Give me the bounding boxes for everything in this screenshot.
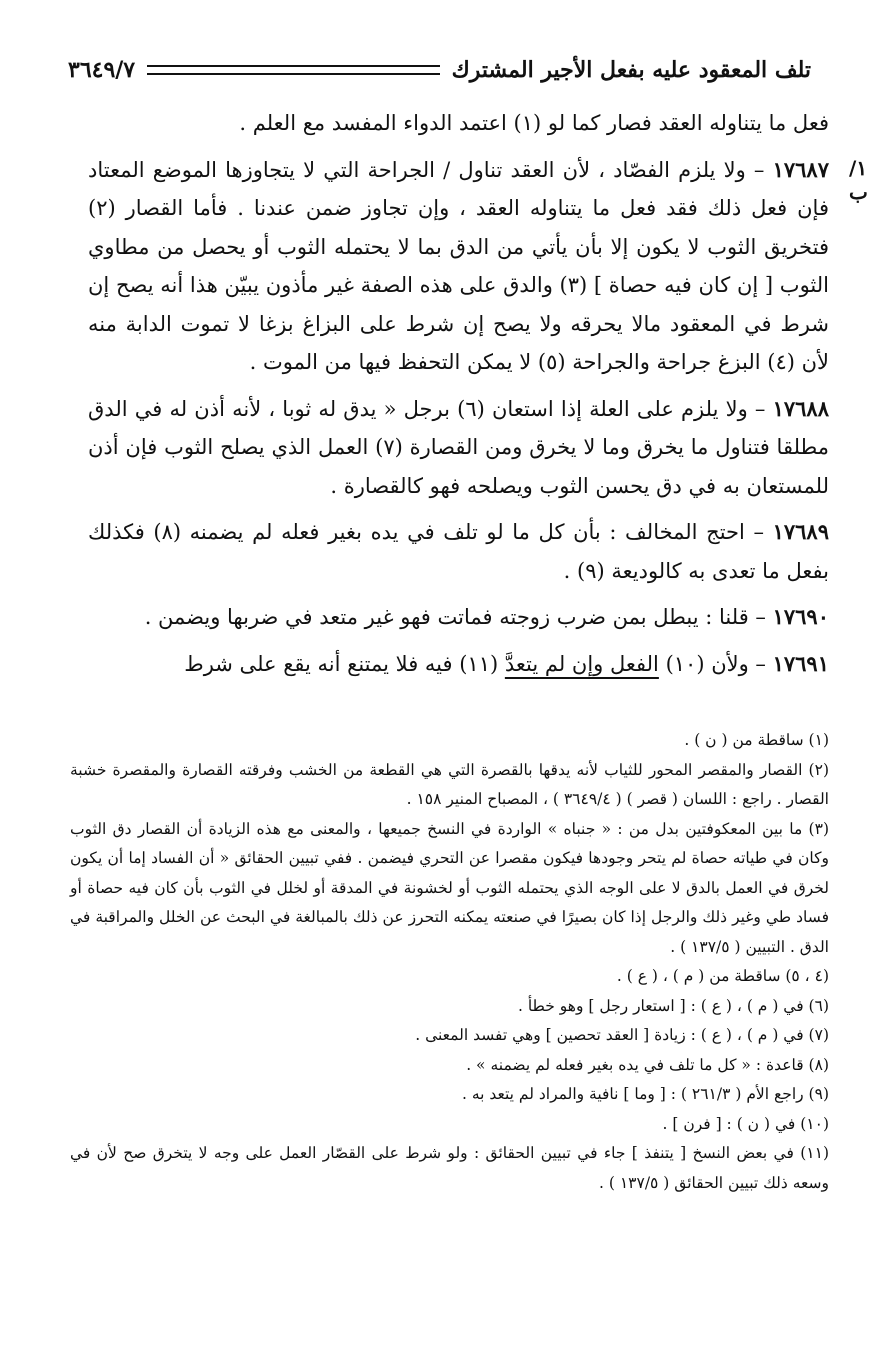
footnote-11: (١١) في بعض النسخ [ يتنفذ ] جاء في تبيين الحقائق : ولو شرط على القصّار العمل على وجه لا يتخرق صح لأن في وسعه ذلك تبيين الحقائق ( ١٣٧/٥ ) . [70, 1144, 829, 1192]
manuscript-folio-note: ١/ب [849, 156, 868, 204]
paragraph-text: – ولا يلزم الفصّاد ، لأن العقد تناول / الجراحة التي لا يتجاوزها الموضع المعتاد فإن فعل ذلك فقد فعل ما يتناوله العقد ، وإن تجاوز ضمن عندنا . فأما القصار (٢) فتخريق الثوب لا يكون إلا بأن يأتي من الدق بما لا يحتمله الثوب أو يحصل من مطاوي الثوب [ إن كان فيه حصاة ] (٣) والدق على هذه الصفة غير مأذون يبيّن هذا أنه يصح إن شرط في المعقود مالا يحرقه ولا يصح إن شرط على البزاغ بزغا لا تموت الدابة منه لأن (٤) البزغ جراحة والجراحة (٥) لا يمكن التحفظ فيها من الموت . [88, 157, 829, 374]
paragraph-text: – احتج المخالف : بأن كل ما لو تلف في يده بغير فعله لم يضمنه (٨) فكذلك بفعل ما تعدى به كالوديعة (٩) . [88, 520, 829, 583]
footnote-9: (٩) راجع الأم ( ٢٦١/٣ ) : [ وما ] نافية والمراد لم يتعد به . [461, 1085, 829, 1103]
paragraph-number: ١٧٦٨٧ [772, 156, 829, 182]
paragraph-number: ١٧٦٨٨ [772, 395, 829, 421]
paragraph-text: – قلنا : يبطل بمن ضرب زوجته فماتت فهو غير متعد في ضربها ويضمن . [144, 605, 773, 629]
footnote-8: (٨) قاعدة : « كل ما تلف في يده بغير فعله لم يضمنه » . [466, 1055, 829, 1074]
footnote-7: (٧) في ( م ) ، ( ع ) : زيادة [ العقد تحصين ] وهي تفسد المعنى . [415, 1026, 829, 1044]
paragraph-number: ١٧٦٩١ [772, 650, 829, 676]
paragraph-17687 [88, 151, 829, 382]
paragraph-text: – ولأن (١٠) [658, 651, 773, 676]
page-number: ٣٦٤٩/٧ [68, 57, 136, 83]
paragraph-17690 [88, 598, 829, 637]
main-text [88, 104, 829, 683]
paragraph-continuation [88, 104, 829, 143]
footnote-1: (١) ساقطة من ( ن ) . [684, 731, 829, 749]
running-header [68, 50, 811, 90]
paragraph-text-after: (١١) فيه فلا يمتنع أنه يقع على شرط [184, 651, 505, 676]
paragraph-number: ١٧٦٨٩ [772, 519, 829, 544]
paragraph-17688 [88, 390, 829, 506]
paragraph-text: فعل ما يتناوله العقد فصار كما لو (١) اعتمد الدواء المفسد مع العلم . [239, 111, 829, 135]
footnote-6: (٦) في ( م ) ، ( ع ) : [ استعار رجل ] وهو خطأ . [517, 996, 829, 1015]
footnote-3: (٣) ما بين المعكوفتين بدل من : « جنباه » الواردة في النسخ جميعها ، والمعنى مع هذه الزيادة أن القصار دق الثوب وكان في طياته حصاة لم يتحر وجودها فيكون مقصرا عن التحري فيضمن . ففي تبيين الحقائق « أن الفساد إما أن يكون لخرق في العمل بالدق لا على الوجه الذي يحتمله الثوب أو لخشونة في المدقة أو لخلل في الثوب بأن كان فيه حصاة أو فساد طي وغير ذلك والرجل إذا كان بصيرًا في صنعته يمكنه التحرز عن ذلك بالمبالغة في البحث عن الخلل والمراقبة في الدق . التبيين ( ١٣٧/٥ ) . [70, 819, 829, 956]
header-double-rule [147, 65, 439, 75]
paragraph-text: – ولا يلزم على العلة إذا استعان (٦) برجل « يدق له ثوبا ، لأنه أذن له في الدق مطلقا فتناول ما يخرق وما لا يخرق ومن القصارة (٧) العمل الذي يصلح الثوب فإن أذن للمستعان به في دق يحسن الثوب ويصلحه فهو كالقصارة . [88, 396, 829, 498]
paragraph-17691 [88, 645, 829, 684]
header-title: تلف المعقود عليه بفعل الأجير المشترك [451, 57, 811, 83]
footnotes [70, 726, 829, 1198]
paragraph-number: ١٧٦٩٠ [772, 604, 829, 629]
footnote-4-5: (٤ ، ٥) ساقطة من ( م ) ، ( ع ) . [616, 967, 829, 985]
paragraph-17689 [88, 513, 829, 590]
underlined-phrase: الفعل وإن لم يتعدَّ [504, 651, 659, 676]
footnote-10: (١٠) في ( ن ) : [ فرن ] . [662, 1114, 829, 1133]
footnote-2: (٢) القصار والمقصر المحور للثياب لأنه يدقها بالقصرة التي هي القطعة من الخشب وفرقته القصارة والمقصرة خشبة القصار . راجع : اللسان ( قصر ) ( ٣٦٤٩/٤ ) ، المصباح المنير ١٥٨ . [70, 760, 829, 808]
